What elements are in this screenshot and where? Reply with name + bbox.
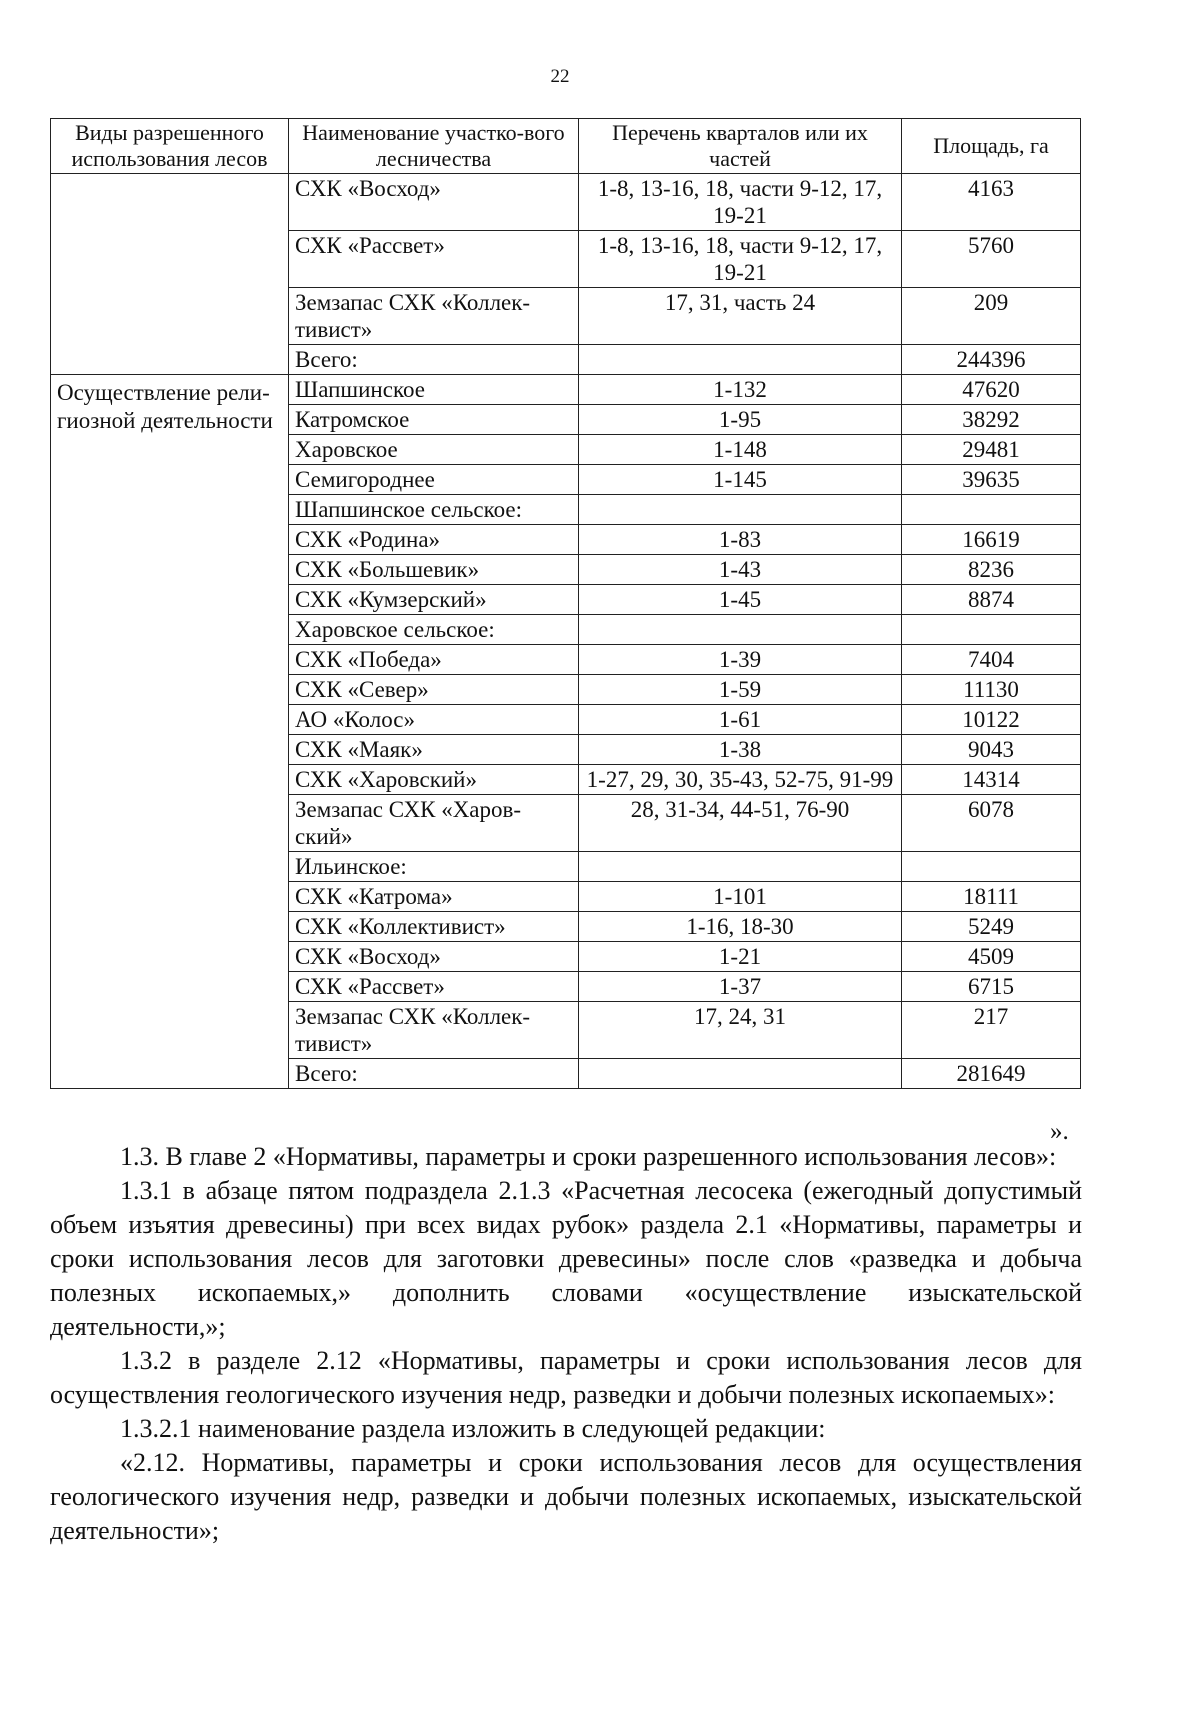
table-row: СХК «Рассвет» 1-8, 13-16, 18, части 9-12, 17, 19-21 5760 <box>51 231 1081 288</box>
table-row-group: Шапшинское сельское: <box>51 495 1081 525</box>
table-row: Осуществление рели-гиозной деятельности Шапшинское 1-132 47620 <box>51 375 1081 405</box>
paragraph-1-3-2: 1.3.2 в разделе 2.12 «Нормативы, параметры и сроки использования лесов для осуществления геологического изучения недр, разведки и добычи полезных ископаемых»: <box>50 1346 1082 1409</box>
table-row: СХК «Родина» 1-83 16619 <box>51 525 1081 555</box>
table-header-row <box>51 119 1081 174</box>
closing-quote: ». <box>1050 1118 1069 1145</box>
table-row: СХК «Победа» 1-39 7404 <box>51 645 1081 675</box>
header-use-type: Виды разрешенного использования лесов <box>51 119 289 174</box>
table-row: СХК «Кумзерский» 1-45 8874 <box>51 585 1081 615</box>
table-row: Харовское 1-148 29481 <box>51 435 1081 465</box>
header-forestry-name: Наименование участко-вого лесничества <box>289 119 579 174</box>
paragraph-1-3: 1.3. В главе 2 «Нормативы, параметры и сроки разрешенного использования лесов»: <box>120 1142 1057 1171</box>
table-row: СХК «Север» 1-59 11130 <box>51 675 1081 705</box>
forest-use-table <box>50 118 1081 1089</box>
header-area: Площадь, га <box>902 119 1081 174</box>
use-type-cell-continued <box>51 174 289 375</box>
header-quarters-list: Перечень кварталов или их частей <box>579 119 902 174</box>
page-number: 22 <box>550 66 570 87</box>
table-row-total: Всего: 244396 <box>51 345 1081 375</box>
table-row: СХК «Восход» 1-8, 13-16, 18, части 9-12, 17, 19-21 4163 <box>51 174 1081 231</box>
table-row: СХК «Восход» 1-21 4509 <box>51 942 1081 972</box>
table-row: Земзапас СХК «Коллек-тивист» 17, 31, часть 24 209 <box>51 288 1081 345</box>
table-row: СХК «Большевик» 1-43 8236 <box>51 555 1081 585</box>
table-row: Земзапас СХК «Коллек-тивист» 17, 24, 31 217 <box>51 1002 1081 1059</box>
amendment-text <box>50 1140 1082 1548</box>
paragraph-1-3-2-1: 1.3.2.1 наименование раздела изложить в следующей редакции: <box>120 1414 826 1443</box>
table-row-group: Харовское сельское: <box>51 615 1081 645</box>
table-row-total: Всего: 281649 <box>51 1059 1081 1089</box>
table-row: СХК «Коллективист» 1-16, 18-30 5249 <box>51 912 1081 942</box>
table-row-group: Ильинское: <box>51 852 1081 882</box>
paragraph-1-3-1: 1.3.1 в абзаце пятом подраздела 2.1.3 «Расчетная лесосека (ежегодный допустимый объем изъятия древесины) при всех видах рубок» раздела 2.1 «Нормативы, параметры и сроки использования лесов для заготовки древесины» после слов «разведка и добыча полезных ископаемых,» дополнить словами «осуществление изыскательской деятельности,»; <box>50 1176 1082 1341</box>
table-row: Земзапас СХК «Харов-ский» 28, 31-34, 44-51, 76-90 6078 <box>51 795 1081 852</box>
use-type-religious: Осуществление рели-гиозной деятельности <box>51 375 289 1089</box>
table-row: СХК «Маяк» 1-38 9043 <box>51 735 1081 765</box>
table-row: АО «Колос» 1-61 10122 <box>51 705 1081 735</box>
table-row: СХК «Катрома» 1-101 18111 <box>51 882 1081 912</box>
table-row: Семигороднее 1-145 39635 <box>51 465 1081 495</box>
table-row: Катромское 1-95 38292 <box>51 405 1081 435</box>
table-row: СХК «Рассвет» 1-37 6715 <box>51 972 1081 1002</box>
paragraph-2-12-title: «2.12. Нормативы, параметры и сроки использования лесов для осуществления геологического изучения недр, разведки и добычи полезных ископаемых, изыскательской деятельности»; <box>50 1448 1082 1545</box>
table-row: СХК «Харовский» 1-27, 29, 30, 35-43, 52-75, 91-99 14314 <box>51 765 1081 795</box>
